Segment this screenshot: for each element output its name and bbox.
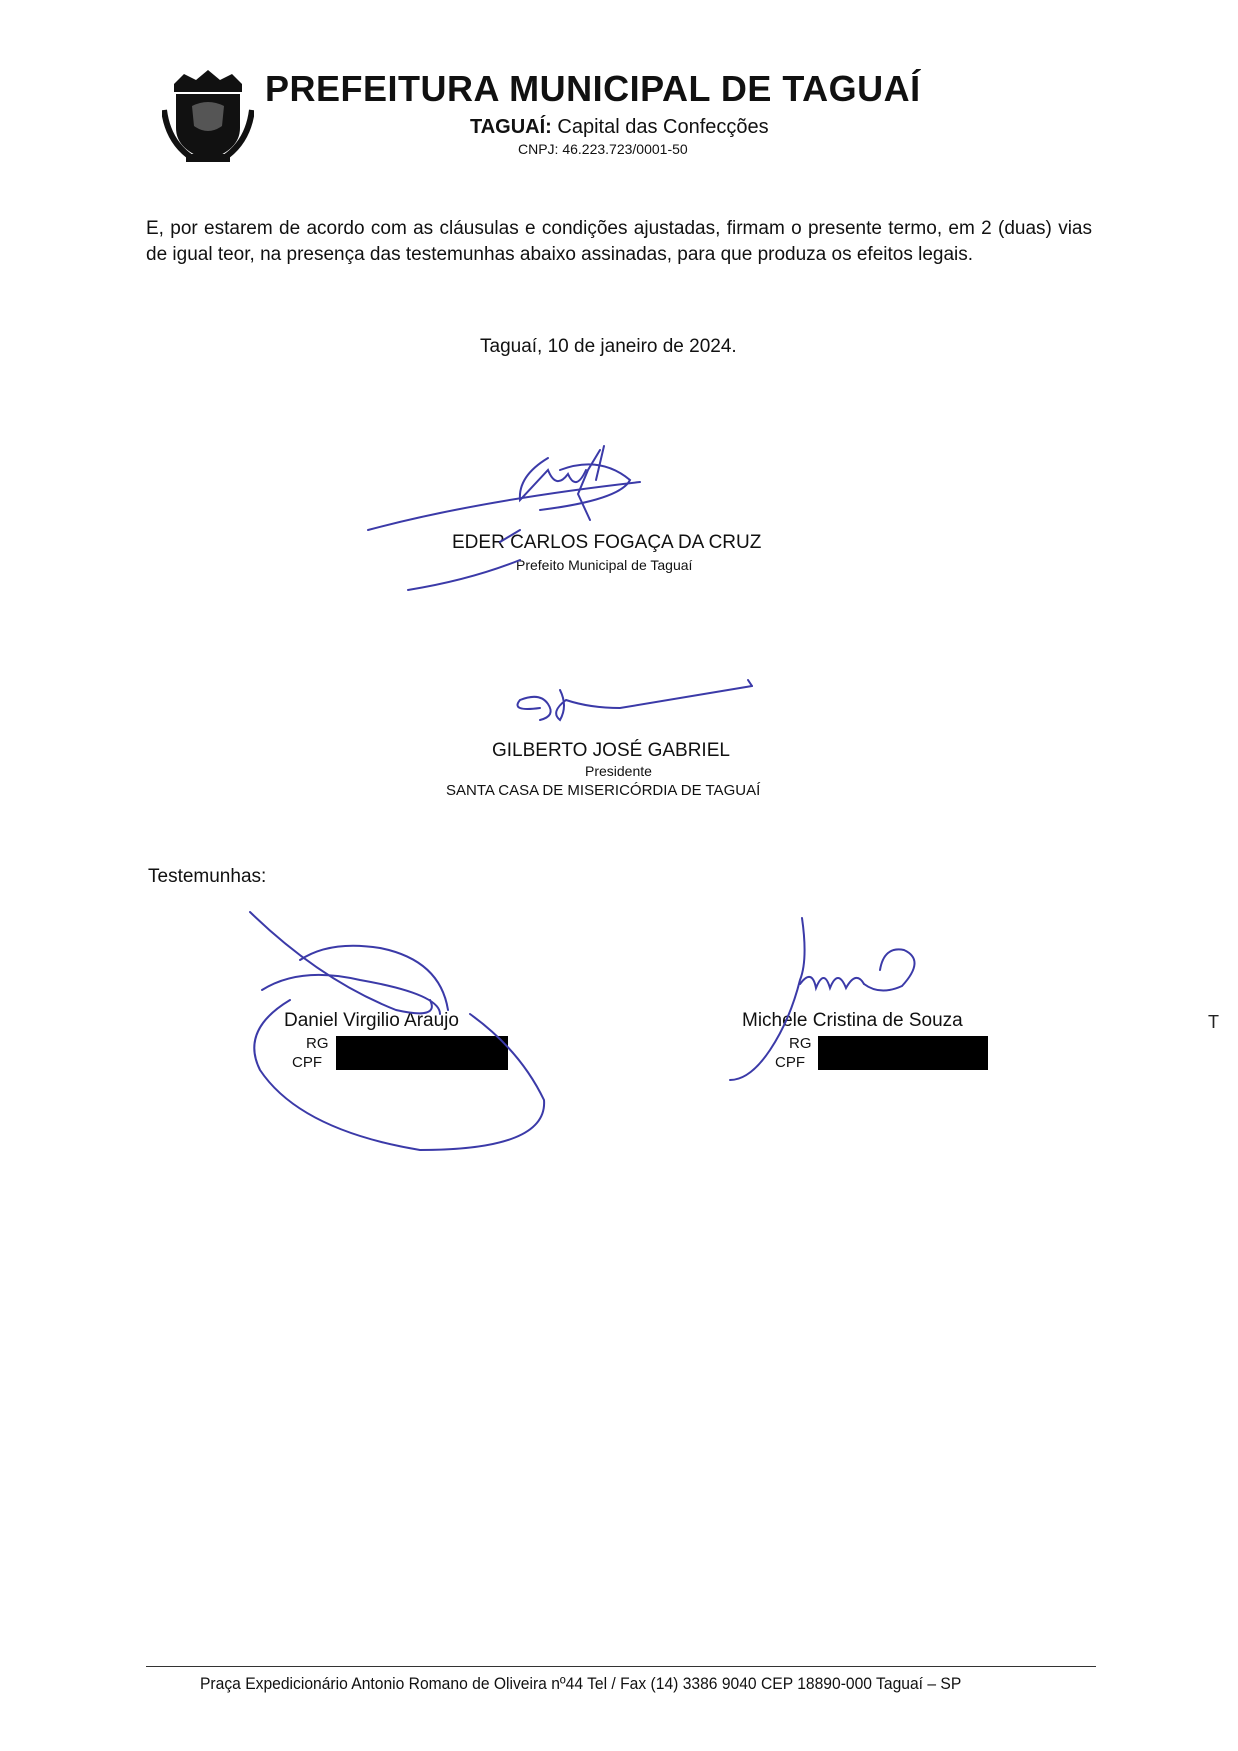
subtitle-tagline: Capital das Confecções <box>551 116 769 138</box>
signatory-2-name: GILBERTO JOSÉ GABRIEL <box>492 740 730 761</box>
coat-of-arms-emblem <box>162 66 254 166</box>
signatory-2-role: Presidente <box>585 763 652 779</box>
signatory-1-name: EDER CARLOS FOGAÇA DA CRUZ <box>452 532 762 553</box>
witnesses-label: Testemunhas: <box>148 866 267 887</box>
signatory-2-org: SANTA CASA DE MISERICÓRDIA DE TAGUAÍ <box>446 782 761 799</box>
stray-mark: T <box>1208 1012 1219 1032</box>
witness-1-cpf-label: CPF <box>292 1054 322 1071</box>
page-title: PREFEITURA MUNICIPAL DE TAGUAÍ <box>265 68 921 109</box>
document-date: Taguaí, 10 de janeiro de 2024. <box>480 336 737 357</box>
signature-2-scribble <box>518 680 753 720</box>
subtitle-city: TAGUAÍ: <box>470 116 552 138</box>
witness-2-name: Michele Cristina de Souza <box>742 1010 963 1031</box>
witness-2-rg-label: RG <box>789 1035 812 1052</box>
witness-1-rg-label: RG <box>306 1035 329 1052</box>
witness-2-cpf-label: CPF <box>775 1054 805 1071</box>
witness-1-redaction <box>336 1036 508 1070</box>
subtitle <box>470 116 769 139</box>
footer-divider <box>146 1666 1096 1667</box>
signatory-1-role: Prefeito Municipal de Taguaí <box>516 557 693 573</box>
witness-1-name: Daniel Virgilio Araujo <box>284 1010 459 1031</box>
cnpj: CNPJ: 46.223.723/0001-50 <box>518 141 688 157</box>
footer-address: Praça Expedicionário Antonio Romano de Oliveira nº44 Tel / Fax (14) 3386 9040 CEP 18890-000 Taguaí – SP <box>200 1674 962 1693</box>
body-paragraph: E, por estarem de acordo com as cláusulas e condições ajustadas, firmam o presente termo, em 2 (duas) vias de igual teor, na presença das testemunhas abaixo assinadas, para que produza os efeitos legais. <box>146 218 1092 265</box>
witness-2-redaction <box>818 1036 988 1070</box>
